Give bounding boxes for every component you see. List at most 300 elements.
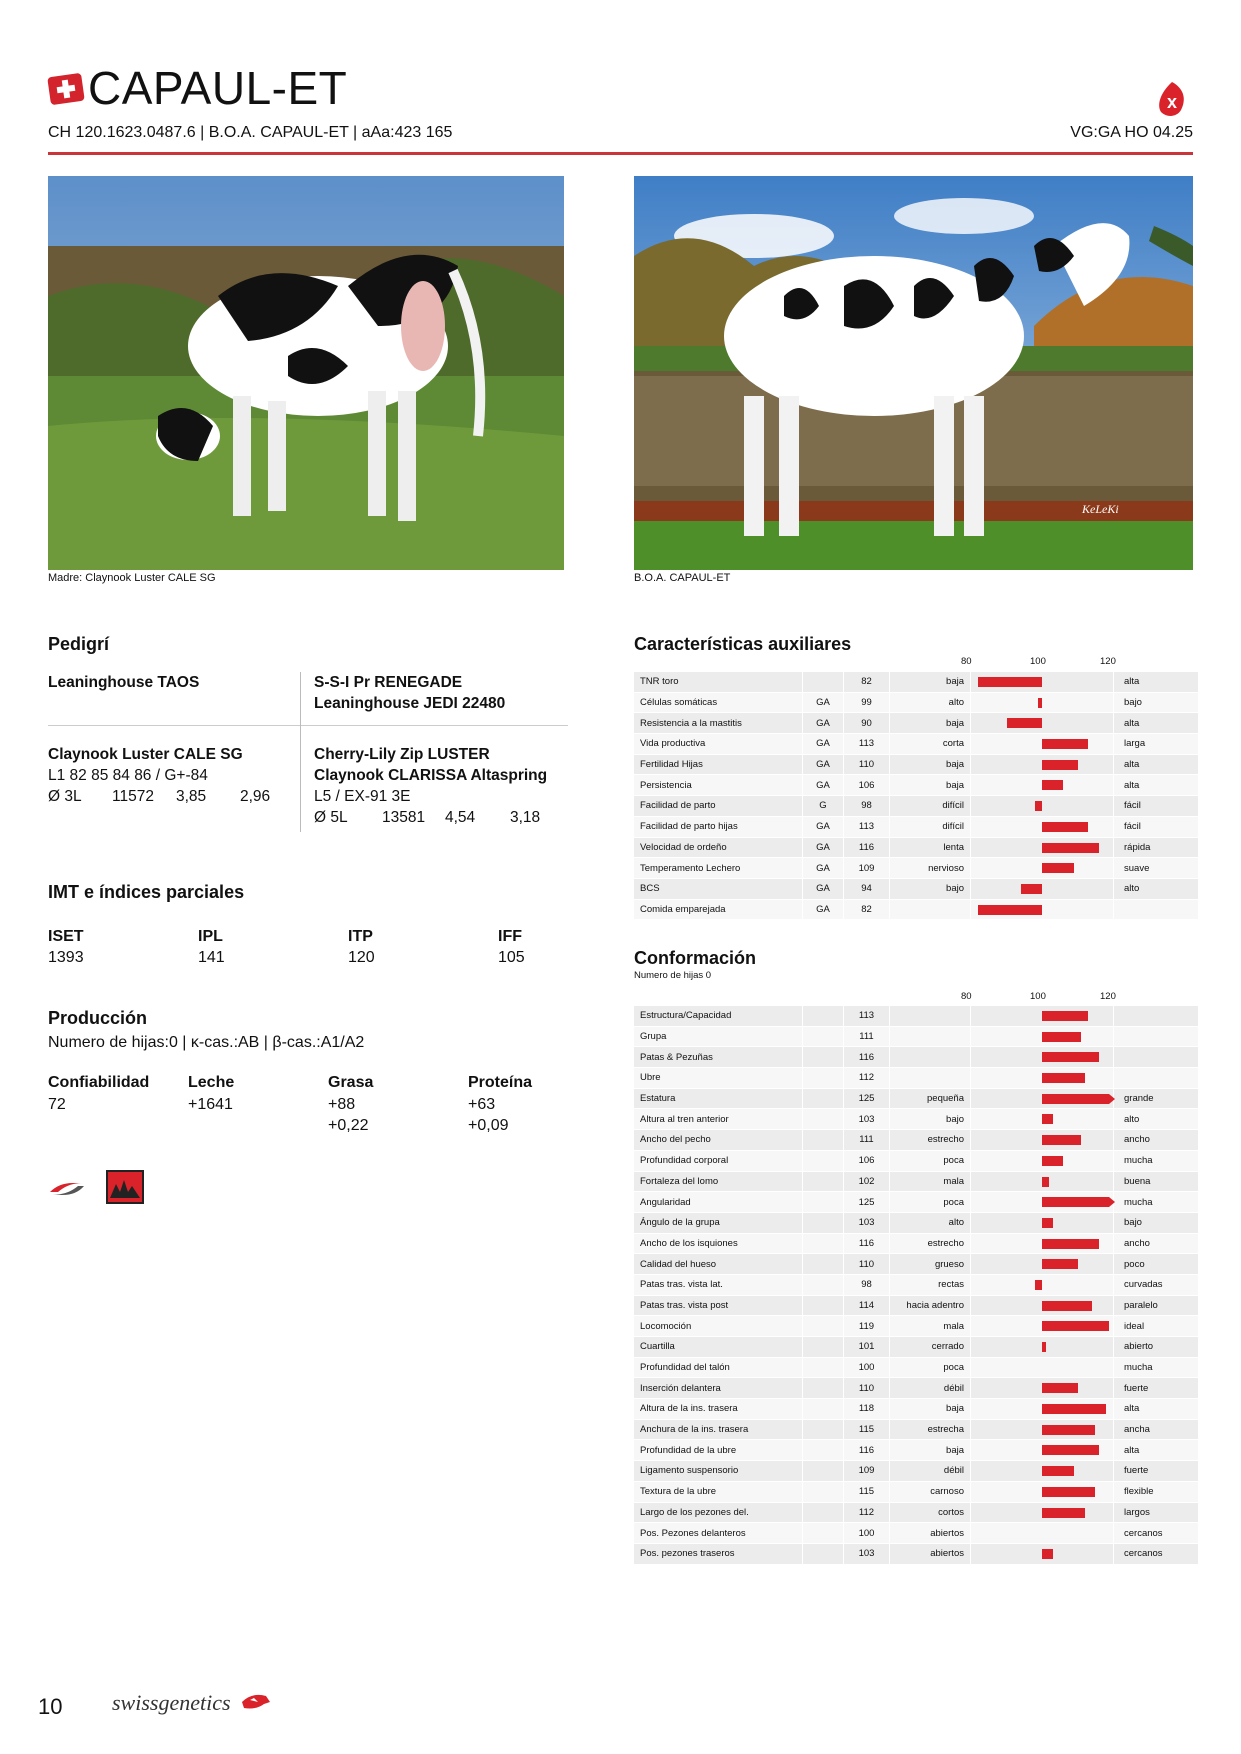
conf-trait-low-label: baja [890,1399,971,1420]
conf-trait-bar [1042,1301,1092,1311]
aux-trait-value: 116 [844,837,890,858]
dam-fat: 3,85 [176,788,207,805]
conf-row [634,1006,1198,1026]
aux-trait-name: Velocidad de ordeño [634,837,803,858]
conf-trait-bar-cell [971,1254,1114,1275]
conf-trait-source [803,1295,844,1316]
aux-trait-bar [978,677,1042,687]
aux-trait-bar-cell [971,816,1114,837]
conf-trait-name: Anchura de la ins. trasera [634,1419,803,1440]
conf-trait-high-label: mucha [1114,1357,1199,1378]
aux-trait-bar [1042,760,1078,770]
conf-row [634,1481,1198,1502]
prod-value-protein-pct: +0,09 [468,1117,509,1134]
conf-scale-tick-80: 80 [961,991,972,1002]
aux-row [634,816,1198,837]
conf-trait-bar-cell [971,1150,1114,1171]
aux-scale-tick-120: 120 [1100,656,1116,667]
conf-trait-source [803,1006,844,1026]
conf-trait-high-label: grande [1114,1088,1199,1109]
aux-trait-name: Facilidad de parto [634,796,803,817]
aux-trait-source: GA [803,837,844,858]
conf-trait-name: Angularidad [634,1192,803,1213]
conf-trait-low-label: alto [890,1212,971,1233]
classification-code: VG:GA HO 04.25 [1070,124,1193,141]
conf-trait-value: 111 [844,1130,890,1151]
conf-trait-value: 113 [844,1006,890,1026]
conf-row [634,1109,1198,1130]
conformation-table [634,1006,1198,1565]
conf-trait-low-label: estrecho [890,1130,971,1151]
header-rule [48,152,1193,155]
conf-trait-value: 116 [844,1047,890,1068]
mgd-name: Claynook CLARISSA Altaspring [314,767,548,784]
conf-row [634,1233,1198,1254]
conf-trait-high-label: mucha [1114,1192,1199,1213]
page-title: CAPAUL-ET [88,62,348,114]
aux-trait-low-label: baja [890,754,971,775]
prod-value-milk: +1641 [188,1096,233,1113]
mgd-protein: 3,18 [510,809,541,826]
aux-trait-source [803,672,844,692]
conf-trait-high-label: fuerte [1114,1378,1199,1399]
conf-trait-name: Textura de la ubre [634,1481,803,1502]
aux-trait-source: GA [803,692,844,713]
conf-trait-source [803,1523,844,1544]
conf-trait-source [803,1254,844,1275]
conf-trait-bar-cell [971,1109,1114,1130]
imt-value-iff: 105 [498,949,525,966]
conf-row [634,1212,1198,1233]
aux-trait-bar-cell [971,796,1114,817]
aux-trait-bar [1042,739,1088,749]
conf-trait-bar [1042,1197,1109,1207]
bull-photo-caption: B.O.A. CAPAUL-ET [634,572,731,584]
aux-traits-table [634,672,1198,920]
conf-trait-high-label: cercanos [1114,1523,1199,1544]
conf-trait-value: 110 [844,1378,890,1399]
conf-trait-value: 115 [844,1481,890,1502]
conf-row [634,1378,1198,1399]
conf-trait-bar-cell [971,1378,1114,1399]
aux-trait-bar [1042,863,1074,873]
conf-trait-source [803,1481,844,1502]
conf-trait-high-label: flexible [1114,1481,1199,1502]
conf-trait-source [803,1171,844,1192]
swirl-logo-icon [48,1178,86,1200]
conf-trait-high-label: alto [1114,1109,1199,1130]
conf-trait-high-label [1114,1068,1199,1089]
aux-trait-bar-cell [971,858,1114,879]
conf-trait-low-label [890,1006,971,1026]
production-subline: Numero de hijas:0 | κ-cas.:AB | β-cas.:A1/A2 [48,1034,365,1051]
conf-trait-name: Altura de la ins. trasera [634,1399,803,1420]
imt-value-itp: 120 [348,949,375,966]
conf-trait-bar [1042,1404,1106,1414]
conf-trait-bar [1042,1383,1078,1393]
conf-trait-low-label: mala [890,1171,971,1192]
conf-trait-bar [1042,1549,1053,1559]
conf-scale-tick-100: 100 [1030,991,1046,1002]
conf-trait-low-label: cerrado [890,1337,971,1358]
conf-trait-high-label [1114,1006,1199,1026]
sire-sire-name: S-S-I Pr RENEGADE [314,674,463,691]
aux-trait-low-label: difícil [890,796,971,817]
aux-trait-bar [1042,780,1063,790]
prod-label-reliability: Confiabilidad [48,1074,150,1091]
aux-trait-high-label: alta [1114,775,1199,796]
conf-trait-bar-cell [971,1461,1114,1482]
conf-trait-bar [1042,1508,1085,1518]
conf-trait-low-label: poca [890,1150,971,1171]
conf-trait-source [803,1399,844,1420]
conf-trait-source [803,1130,844,1151]
conf-trait-source [803,1274,844,1295]
conf-trait-low-label: bajo [890,1109,971,1130]
conf-trait-bar [1042,1321,1109,1331]
aux-trait-bar [1035,801,1042,811]
aux-trait-high-label: alta [1114,672,1199,692]
conf-trait-bar-cell [971,1399,1114,1420]
conf-trait-bar [1042,1487,1095,1497]
aux-trait-name: Temperamento Lechero [634,858,803,879]
conf-trait-value: 112 [844,1068,890,1089]
photo-watermark: KeLeKi [1082,502,1119,516]
conf-trait-bar-cell [971,1440,1114,1461]
aux-trait-source: GA [803,775,844,796]
conf-row [634,1461,1198,1482]
conf-trait-high-label: bajo [1114,1212,1199,1233]
herdbook-logo-icon [106,1170,144,1204]
conf-trait-bar [1035,1280,1042,1290]
aux-trait-value: 113 [844,734,890,755]
conf-row [634,1543,1198,1564]
conf-trait-source [803,1026,844,1047]
aux-scale-tick-100: 100 [1030,656,1046,667]
aux-row [634,734,1198,755]
conf-trait-value: 111 [844,1026,890,1047]
conf-trait-bar-cell [971,1068,1114,1089]
aux-trait-value: 82 [844,672,890,692]
aux-trait-bar-cell [971,734,1114,755]
conf-trait-bar [1042,1466,1074,1476]
dam-protein: 2,96 [240,788,271,805]
imt-heading: IMT e índices parciales [48,882,245,902]
conf-trait-name: Ancho de los isquiones [634,1233,803,1254]
conf-row [634,1399,1198,1420]
conf-trait-high-label [1114,1026,1199,1047]
conf-trait-source [803,1502,844,1523]
conf-row [634,1316,1198,1337]
conf-trait-high-label: ancho [1114,1130,1199,1151]
conf-trait-name: Cuartilla [634,1337,803,1358]
aux-trait-value: 110 [844,754,890,775]
conf-trait-bar-cell [971,1357,1114,1378]
conf-row [634,1502,1198,1523]
conf-trait-value: 115 [844,1419,890,1440]
aux-trait-low-label: alto [890,692,971,713]
aux-trait-source: GA [803,734,844,755]
aux-row [634,899,1198,920]
conf-trait-source [803,1233,844,1254]
pedigree-divider [48,725,568,726]
conf-trait-name: Estructura/Capacidad [634,1006,803,1026]
conf-trait-bar [1042,1135,1081,1145]
conf-trait-bar-cell [971,1543,1114,1564]
conf-trait-high-label: largos [1114,1502,1199,1523]
aux-trait-high-label: rápida [1114,837,1199,858]
conf-trait-bar-cell [971,1419,1114,1440]
aux-trait-high-label: larga [1114,734,1199,755]
conf-row [634,1150,1198,1171]
conf-trait-high-label: fuerte [1114,1461,1199,1482]
conf-trait-high-label [1114,1047,1199,1068]
conf-trait-bar [1042,1342,1046,1352]
conf-trait-high-label: cercanos [1114,1543,1199,1564]
conf-row [634,1088,1198,1109]
conf-trait-low-label: abiertos [890,1543,971,1564]
mgd-milk: 13581 [382,809,426,826]
aux-trait-name: TNR toro [634,672,803,692]
aux-trait-bar-cell [971,837,1114,858]
aux-trait-bar [978,905,1042,915]
conf-trait-high-label: ancho [1114,1233,1199,1254]
conf-trait-source [803,1316,844,1337]
conf-trait-source [803,1357,844,1378]
conf-trait-low-label: débil [890,1461,971,1482]
conf-row [634,1254,1198,1275]
conf-trait-bar-cell [971,1212,1114,1233]
aux-row [634,796,1198,817]
conformation-subline: Numero de hijas 0 [634,970,712,981]
conf-trait-low-label: baja [890,1440,971,1461]
dam-lactations: Ø 3L [48,788,82,805]
conf-row [634,1068,1198,1089]
pedigree-divider-vertical [300,672,301,832]
conf-trait-bar [1042,1114,1053,1124]
aux-trait-value: 90 [844,713,890,734]
aux-trait-low-label: difícil [890,816,971,837]
aux-trait-name: Vida productiva [634,734,803,755]
prod-value-protein-kg: +63 [468,1096,496,1113]
aux-scale-tick-80: 80 [961,656,972,667]
imt-label-ipl: IPL [198,928,223,945]
conf-trait-name: Pos. Pezones delanteros [634,1523,803,1544]
conf-row [634,1357,1198,1378]
aux-trait-bar-cell [971,899,1114,920]
conf-trait-source [803,1419,844,1440]
conf-trait-bar-cell [971,1026,1114,1047]
conf-trait-value: 112 [844,1502,890,1523]
aux-trait-source: GA [803,858,844,879]
aux-trait-value: 106 [844,775,890,796]
imt-label-iset: ISET [48,928,84,945]
conformation-heading: Conformación [634,948,757,968]
conf-trait-value: 101 [844,1337,890,1358]
aux-trait-bar [1042,822,1088,832]
imt-value-iset: 1393 [48,949,84,966]
conf-trait-name: Grupa [634,1026,803,1047]
conf-trait-high-label: curvadas [1114,1274,1199,1295]
conf-trait-value: 125 [844,1192,890,1213]
conf-trait-name: Patas & Pezuñas [634,1047,803,1068]
conf-trait-value: 116 [844,1440,890,1461]
conf-trait-bar [1042,1218,1053,1228]
dam-classification: L1 82 85 84 86 / G+-84 [48,767,208,784]
conf-trait-name: Locomoción [634,1316,803,1337]
conf-trait-name: Altura al tren anterior [634,1109,803,1130]
conf-trait-source [803,1150,844,1171]
aux-trait-value: 109 [844,858,890,879]
conf-trait-high-label: alta [1114,1399,1199,1420]
mgd-lactations: Ø 5L [314,809,348,826]
conf-trait-name: Profundidad corporal [634,1150,803,1171]
conf-trait-value: 109 [844,1461,890,1482]
swiss-flag-icon [47,73,85,105]
conf-trait-bar-cell [971,1047,1114,1068]
aux-row [634,878,1198,899]
conf-trait-source [803,1378,844,1399]
pedigree-heading: Pedigrí [48,634,110,654]
aux-trait-name: Células somáticas [634,692,803,713]
aux-trait-high-label: alta [1114,754,1199,775]
conf-trait-value: 100 [844,1523,890,1544]
conf-trait-high-label: poco [1114,1254,1199,1275]
aux-trait-source: GA [803,816,844,837]
dam-photo-caption: Madre: Claynook Luster CALE SG [48,572,216,584]
conf-trait-bar-cell [971,1337,1114,1358]
conf-trait-high-label: mucha [1114,1150,1199,1171]
conf-trait-bar [1042,1177,1049,1187]
conf-row [634,1440,1198,1461]
conf-trait-high-label: alta [1114,1440,1199,1461]
conf-trait-source [803,1461,844,1482]
aux-trait-high-label: fácil [1114,796,1199,817]
conf-trait-bar [1042,1032,1081,1042]
prod-value-fat-pct: +0,22 [328,1117,369,1134]
x-logo-icon [1155,80,1189,120]
conf-trait-low-label [890,1068,971,1089]
aux-heading: Características auxiliares [634,634,852,654]
conf-trait-value: 106 [844,1150,890,1171]
conf-row [634,1523,1198,1544]
aux-trait-value: 82 [844,899,890,920]
conf-trait-name: Ángulo de la grupa [634,1212,803,1233]
conf-trait-source [803,1192,844,1213]
aux-trait-name: Comida emparejada [634,899,803,920]
conf-trait-value: 98 [844,1274,890,1295]
aux-trait-name: Fertilidad Hijas [634,754,803,775]
conf-trait-value: 100 [844,1357,890,1378]
aux-trait-bar [1021,884,1042,894]
conf-row [634,1295,1198,1316]
conf-trait-source [803,1543,844,1564]
svg-text:x: x [1166,92,1178,112]
aux-row [634,713,1198,734]
conf-trait-bar-cell [971,1088,1114,1109]
conf-trait-value: 103 [844,1109,890,1130]
mgs-name: Cherry-Lily Zip LUSTER [314,746,490,763]
aux-trait-name: Resistencia a la mastitis [634,713,803,734]
aux-trait-bar-cell [971,692,1114,713]
conf-trait-bar-cell [971,1274,1114,1295]
conf-row [634,1274,1198,1295]
brand-logo: swissgenetics [112,1690,231,1715]
conf-trait-bar [1042,1445,1099,1455]
conf-trait-bar [1042,1011,1088,1021]
aux-trait-low-label: baja [890,775,971,796]
conf-trait-low-label [890,1026,971,1047]
aux-row [634,858,1198,879]
conf-trait-low-label: poca [890,1192,971,1213]
conf-row [634,1047,1198,1068]
conf-trait-source [803,1337,844,1358]
conf-row [634,1026,1198,1047]
conf-trait-low-label: estrecha [890,1419,971,1440]
conf-row [634,1192,1198,1213]
aux-row [634,672,1198,692]
conf-trait-low-label: estrecho [890,1233,971,1254]
sire-dam-name: Leaninghouse JEDI 22480 [314,695,506,712]
dam-milk: 11572 [112,788,154,805]
conf-trait-bar-cell [971,1130,1114,1151]
conf-trait-low-label: poca [890,1357,971,1378]
imt-label-itp: ITP [348,928,373,945]
mgd-fat: 4,54 [445,809,476,826]
conf-trait-bar [1042,1425,1095,1435]
aux-trait-high-label [1114,899,1199,920]
conf-trait-bar [1042,1094,1109,1104]
brand-cow-icon [240,1690,272,1714]
mgd-classification: L5 / EX-91 3E [314,788,411,805]
conf-trait-low-label [890,1047,971,1068]
conf-trait-value: 116 [844,1233,890,1254]
registration-line: CH 120.1623.0487.6 | B.O.A. CAPAUL-ET | aAa:423 165 [48,124,453,141]
aux-row [634,692,1198,713]
aux-trait-source: GA [803,713,844,734]
aux-trait-low-label: lenta [890,837,971,858]
dam-name: Claynook Luster CALE SG [48,746,243,763]
prod-value-fat-kg: +88 [328,1096,356,1113]
conf-trait-source [803,1068,844,1089]
conf-trait-bar-cell [971,1192,1114,1213]
conf-trait-high-label: ancha [1114,1419,1199,1440]
conf-trait-high-label: paralelo [1114,1295,1199,1316]
aux-trait-source: G [803,796,844,817]
conf-trait-low-label: mala [890,1316,971,1337]
aux-trait-low-label: baja [890,713,971,734]
prod-label-fat: Grasa [328,1074,374,1091]
conf-trait-name: Ubre [634,1068,803,1089]
conf-scale-tick-120: 120 [1100,991,1116,1002]
conf-trait-value: 114 [844,1295,890,1316]
aux-trait-bar [1038,698,1042,708]
sire-name: Leaninghouse TAOS [48,674,200,691]
aux-row [634,837,1198,858]
conf-trait-bar-cell [971,1523,1114,1544]
aux-trait-high-label: suave [1114,858,1199,879]
conf-trait-source [803,1047,844,1068]
aux-trait-value: 94 [844,878,890,899]
prod-label-milk: Leche [188,1074,235,1091]
conf-trait-name: Largo de los pezones del. [634,1502,803,1523]
aux-trait-bar [1007,718,1043,728]
aux-row [634,775,1198,796]
conf-trait-low-label: pequeña [890,1088,971,1109]
aux-trait-value: 98 [844,796,890,817]
conf-trait-value: 110 [844,1254,890,1275]
aux-trait-high-label: fácil [1114,816,1199,837]
